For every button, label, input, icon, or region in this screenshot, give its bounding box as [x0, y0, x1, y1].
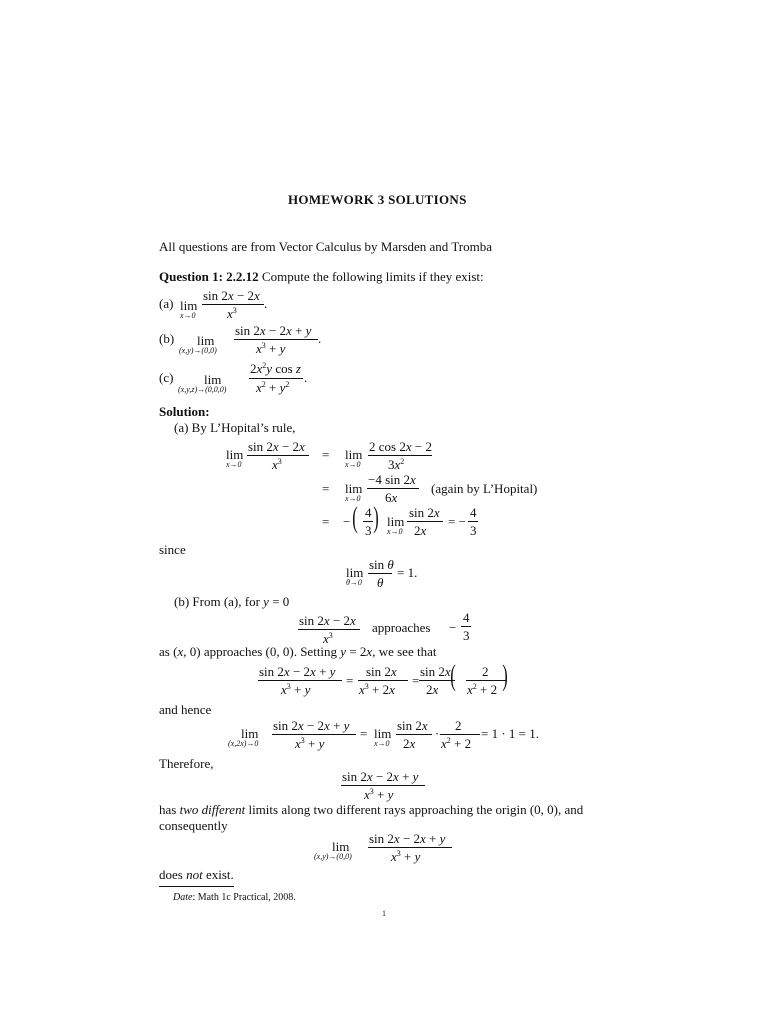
- not-emphasis: not: [186, 867, 203, 882]
- equals-sign: =: [322, 447, 330, 462]
- sol-a-den-4: 2x: [414, 523, 427, 538]
- hence-num-3: 2: [455, 718, 462, 733]
- page-title: HOMEWORK 3 SOLUTIONS: [288, 192, 467, 207]
- part-c-num: $2x^2y$ cos z: [250, 361, 301, 376]
- approaches-text: approaches: [372, 620, 431, 635]
- result-num: 4: [470, 505, 477, 520]
- part-a-lim-sub: x→0: [180, 311, 196, 320]
- as-line: as (x, 0) approaches (0, 0). Setting y = 2x, we see that: [159, 644, 437, 659]
- final-den: $x^3 + y$: [391, 849, 421, 864]
- there-den: $x^3 + y$: [364, 787, 394, 802]
- hence-lim-sub-2: x→0: [374, 739, 390, 748]
- fraction-bar: [272, 734, 356, 735]
- eqb-den-1: $x^3 + y$: [281, 682, 311, 697]
- part-a-den: $x^3$: [227, 306, 237, 321]
- does-word: does: [159, 867, 183, 882]
- equals-sign: =: [322, 481, 330, 496]
- hence-den-3: $x^2 + 2$: [441, 736, 472, 751]
- since-text: since: [159, 542, 186, 557]
- four-thirds-num: 4: [365, 505, 372, 520]
- since-lim-sub: θ→0: [346, 578, 362, 587]
- part-b-lim: lim: [197, 333, 215, 348]
- has-word: has: [159, 802, 177, 817]
- right-paren: ): [502, 659, 508, 692]
- solution-b-intro: (b) From (a), for y = 0: [174, 594, 290, 609]
- fraction-bar: [358, 680, 408, 681]
- since-num: sin θ: [369, 557, 394, 572]
- hence-lim-2: lim: [374, 726, 392, 741]
- part-c-den: $x^2 + y^2$: [256, 380, 290, 395]
- sol-a-den-1: $x^3$: [272, 457, 282, 472]
- minus-sign: −: [343, 514, 351, 529]
- fraction-bar: [468, 521, 478, 522]
- sol-a-num-4: sin 2x: [409, 505, 440, 520]
- again-note: (again by L’Hopital): [431, 481, 538, 496]
- sol-a-den-3: 6x: [385, 490, 398, 505]
- fraction-bar: [367, 488, 419, 489]
- sol-a-den-2: $3x^2$: [388, 457, 405, 472]
- there-num: sin 2x − 2x + y: [342, 769, 419, 784]
- part-c-lim-sub: (x,y,z)→(0,0,0): [178, 385, 227, 394]
- part-c-label: (c): [159, 370, 174, 385]
- footnote-label: Date: [173, 892, 193, 903]
- sol-a-lim-sub-1: x→0: [226, 460, 242, 469]
- and-hence-text: and hence: [159, 702, 212, 717]
- part-a-label: (a): [159, 296, 174, 311]
- hence-result: = 1 · 1 = 1.: [481, 726, 539, 741]
- eqb-den-3: 2x: [426, 682, 439, 697]
- hence-den-1: $x^3 + y$: [295, 736, 325, 751]
- fraction-bar: [249, 378, 303, 379]
- sol-a-num-1: sin 2x − 2x: [248, 439, 305, 454]
- question-line: [159, 270, 484, 283]
- b-result-den: 3: [463, 628, 470, 643]
- eqb-num-2: sin 2x: [366, 664, 397, 679]
- hence-lim-sub-1: (x,2x)→0: [228, 739, 259, 748]
- sol-a-lim-sub-2: x→0: [345, 460, 361, 469]
- fraction-bar: [298, 629, 360, 630]
- question-text: Compute the following limits if they exist:: [261, 269, 484, 284]
- hence-den-2: 2x: [403, 736, 416, 751]
- minus-sign: −: [449, 620, 457, 635]
- eqb-den-2: $x^3 + 2x$: [359, 682, 395, 697]
- part-a-lim: lim: [180, 298, 198, 313]
- has-line: [159, 803, 583, 816]
- solution-heading: Solution:: [159, 404, 210, 419]
- eqb-num-3: sin 2x: [420, 664, 451, 679]
- eqb-num-4: 2: [482, 664, 489, 679]
- equals-sign: =: [360, 726, 368, 741]
- footnote-text: : Math 1c Practical, 2008.: [192, 892, 296, 903]
- setting-word: . Setting: [293, 644, 338, 659]
- four-thirds-den: 3: [365, 523, 372, 538]
- question-label: Question 1:: [159, 269, 223, 284]
- has-rest: limits along two different rays approaching the origin (0, 0), and: [248, 802, 584, 817]
- b-result-num: 4: [463, 610, 470, 625]
- sol-a-num-3: −4 sin 2x: [368, 472, 416, 487]
- since-den: θ: [377, 575, 384, 590]
- fraction-bar: [368, 455, 432, 456]
- part-b-label: (b): [159, 331, 175, 346]
- final-num: sin 2x − 2x + y: [369, 831, 446, 846]
- does-not-exist-line: [159, 868, 234, 881]
- result-den: 3: [470, 523, 477, 538]
- left-paren: (: [352, 501, 358, 534]
- equals-sign: = −: [448, 514, 466, 529]
- right-paren: ): [373, 501, 379, 534]
- footnote-rule: [159, 886, 234, 887]
- hence-num-1: sin 2x − 2x + y: [273, 718, 350, 733]
- equals-sign: =: [412, 673, 420, 688]
- therefore-text: Therefore,: [159, 756, 214, 771]
- b-num: sin 2x − 2x: [299, 613, 356, 628]
- hence-lim-1: lim: [241, 726, 259, 741]
- consequently-text: consequently: [159, 818, 228, 833]
- part-b-lim-sub: (x,y)→(0,0): [179, 346, 217, 355]
- period: .: [264, 296, 268, 311]
- sol-a-lim-sub-3: x→0: [345, 494, 361, 503]
- footnote: [173, 893, 296, 903]
- part-b-den: $x^3 + y$: [256, 341, 286, 356]
- fraction-bar: [466, 680, 506, 681]
- period: .: [318, 331, 322, 346]
- fraction-bar: [363, 521, 373, 522]
- period: .: [304, 370, 308, 385]
- equals-sign: =: [322, 514, 330, 529]
- cdot: ·: [435, 726, 440, 741]
- fraction-bar: [234, 339, 318, 340]
- since-lim: lim: [346, 565, 364, 580]
- fraction-bar: [368, 847, 452, 848]
- final-lim: lim: [332, 839, 350, 854]
- sol-a-lim-2: lim: [345, 447, 363, 462]
- fraction-bar: [202, 304, 264, 305]
- fraction-bar: [341, 785, 425, 786]
- part-b-num: sin 2x − 2x + y: [235, 323, 312, 338]
- part-c-lim: lim: [204, 372, 222, 387]
- fraction-bar: [258, 680, 342, 681]
- fraction-bar: [461, 626, 471, 627]
- sol-a-lim-sub-4: x→0: [387, 527, 403, 536]
- fraction-bar: [368, 573, 392, 574]
- fraction-bar: [440, 734, 480, 735]
- equals-sign: =: [346, 673, 354, 688]
- page-number: 1: [382, 909, 386, 918]
- we-see-word: , we see that: [372, 644, 437, 659]
- fraction-bar: [247, 455, 309, 456]
- b-den: $x^3$: [323, 631, 333, 646]
- final-lim-sub: (x,y)→(0,0): [314, 852, 352, 861]
- sol-a-lim-3: lim: [345, 481, 363, 496]
- part-a-num: sin 2x − 2x: [203, 288, 260, 303]
- solution-a-intro: (a) By L’Hopital’s rule,: [174, 420, 296, 435]
- exist-word: exist.: [205, 867, 234, 882]
- as-word: as: [159, 644, 170, 659]
- two-different-emphasis: two different: [179, 802, 246, 817]
- sol-a-lim-4: lim: [387, 514, 405, 529]
- sol-a-num-2: 2 cos 2x − 2: [369, 439, 432, 454]
- fraction-bar: [396, 734, 432, 735]
- solution-b-intro-text: (b) From (a), for: [174, 594, 260, 609]
- eqb-den-4: $x^2 + 2$: [467, 682, 498, 697]
- intro-text: All questions are from Vector Calculus by Marsden and Tromba: [159, 239, 493, 254]
- left-paren: (: [450, 659, 456, 692]
- sol-a-lim-1: lim: [226, 447, 244, 462]
- fraction-bar: [407, 521, 443, 522]
- eqb-num-1: sin 2x − 2x + y: [259, 664, 336, 679]
- approaches-word: approaches: [203, 644, 263, 659]
- hence-num-2: sin 2x: [397, 718, 428, 733]
- since-equals: = 1.: [397, 565, 418, 580]
- question-ref: 2.2.12: [226, 269, 259, 284]
